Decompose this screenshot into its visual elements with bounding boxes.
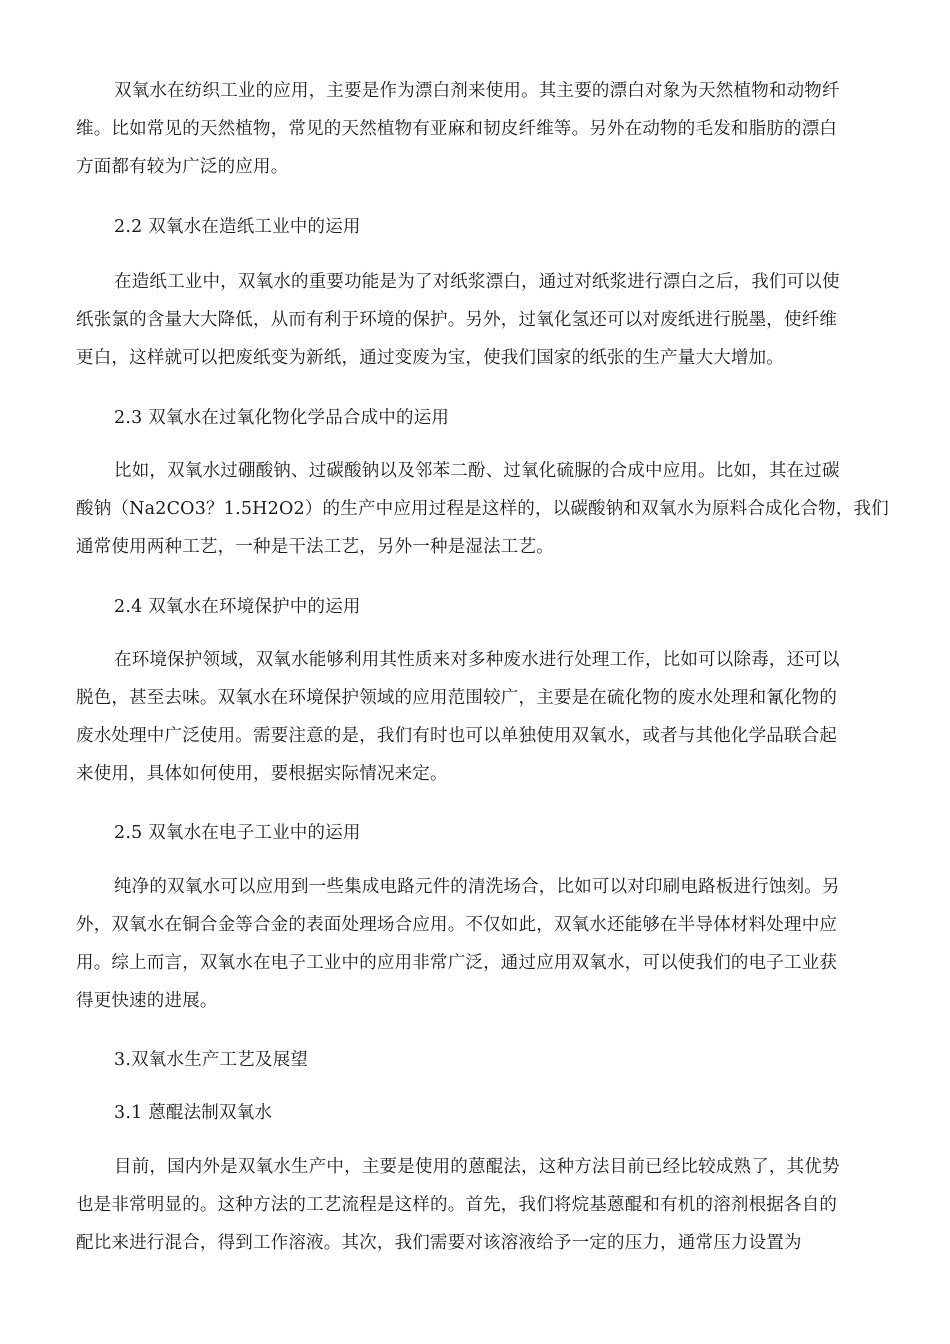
paragraph-environment: [76, 641, 876, 793]
heading-text: 2.4 双氧水在环境保护中的运用: [114, 597, 361, 617]
text-line: 纯净的双氧水可以应用到一些集成电路元件的清洗场合，比如可以对印刷电路板进行蚀刻。另: [114, 877, 840, 897]
text-line: 方面都有较为广泛的应用。: [76, 157, 289, 177]
text-line: 用。综上而言，双氧水在电子工业中的应用非常广泛，通过应用双氧水，可以使我们的电子工业获: [76, 953, 838, 973]
text-line: 在环境保护领域，双氧水能够利用其性质来对多种废水进行处理工作，比如可以除毒，还可以: [114, 650, 840, 670]
text-line: 更白，这样就可以把废纸变为新纸，通过变废为宝，使我们国家的纸张的生产量大大增加。: [76, 348, 784, 368]
text-line: 酸钠（Na2CO3？1.5H2O2）的生产中应用过程是这样的，以碳酸钠和双氧水为原料合成化合物，我们: [76, 499, 889, 519]
section-heading-3: [76, 1041, 876, 1079]
paragraph-anthraquinone-process: [76, 1148, 876, 1262]
section-heading-2-3: [76, 399, 876, 437]
paragraph-electronics: [76, 868, 876, 1020]
text-line: 纸张氯的含量大大降低，从而有利于环境的保护。另外，过氧化氢还可以对废纸进行脱墨，使纤维: [76, 310, 838, 330]
paragraph-textile-application: [76, 72, 876, 186]
paragraph-peroxide-synthesis: [76, 452, 889, 566]
text-line: 比如，双氧水过硼酸钠、过碳酸钠以及邻苯二酚、过氧化硫脲的合成中应用。比如，其在过碳: [114, 461, 840, 481]
text-line: 双氧水在纺织工业的应用，主要是作为漂白剂来使用。其主要的漂白对象为天然植物和动物纤: [114, 81, 840, 101]
text-line: 得更快速的进展。: [76, 991, 218, 1011]
text-line: 脱色，甚至去味。双氧水在环境保护领域的应用范围较广，主要是在硫化物的废水处理和氰化物的: [76, 688, 838, 708]
section-heading-3-1: [76, 1094, 876, 1132]
heading-text: 3.双氧水生产工艺及展望: [114, 1050, 309, 1070]
text-line: 外，双氧水在铜合金等合金的表面处理场合应用。不仅如此，双氧水还能够在半导体材料处理中应: [76, 915, 838, 935]
text-line: 也是非常明显的。这种方法的工艺流程是这样的。首先，我们将烷基蒽醌和有机的溶剂根据各自的: [76, 1195, 838, 1215]
text-line: 目前，国内外是双氧水生产中，主要是使用的蒽醌法，这种方法目前已经比较成熟了，其优势: [114, 1157, 840, 1177]
text-line: 通常使用两种工艺，一种是干法工艺，另外一种是湿法工艺。: [76, 537, 554, 557]
heading-text: 2.5 双氧水在电子工业中的运用: [114, 823, 361, 843]
paragraph-papermaking: [76, 263, 876, 377]
text-line: 来使用，具体如何使用，要根据实际情况来定。: [76, 764, 448, 784]
text-line: 在造纸工业中，双氧水的重要功能是为了对纸浆漂白，通过对纸浆进行漂白之后，我们可以使: [114, 272, 840, 292]
section-heading-2-5: [76, 814, 876, 852]
heading-text: 2.2 双氧水在造纸工业中的运用: [114, 217, 361, 237]
text-line: 维。比如常见的天然植物，常见的天然植物有亚麻和韧皮纤维等。另外在动物的毛发和脂肪的漂白: [76, 119, 838, 139]
heading-text: 3.1 蒽醌法制双氧水: [114, 1103, 273, 1123]
text-line: 配比来进行混合，得到工作溶液。其次，我们需要对该溶液给予一定的压力，通常压力设置为: [76, 1233, 802, 1253]
text-line: 废水处理中广泛使用。需要注意的是，我们有时也可以单独使用双氧水，或者与其他化学品联合起: [76, 726, 838, 746]
section-heading-2-2: [76, 208, 876, 246]
heading-text: 2.3 双氧水在过氧化物化学品合成中的运用: [114, 408, 450, 428]
section-heading-2-4: [76, 588, 876, 626]
